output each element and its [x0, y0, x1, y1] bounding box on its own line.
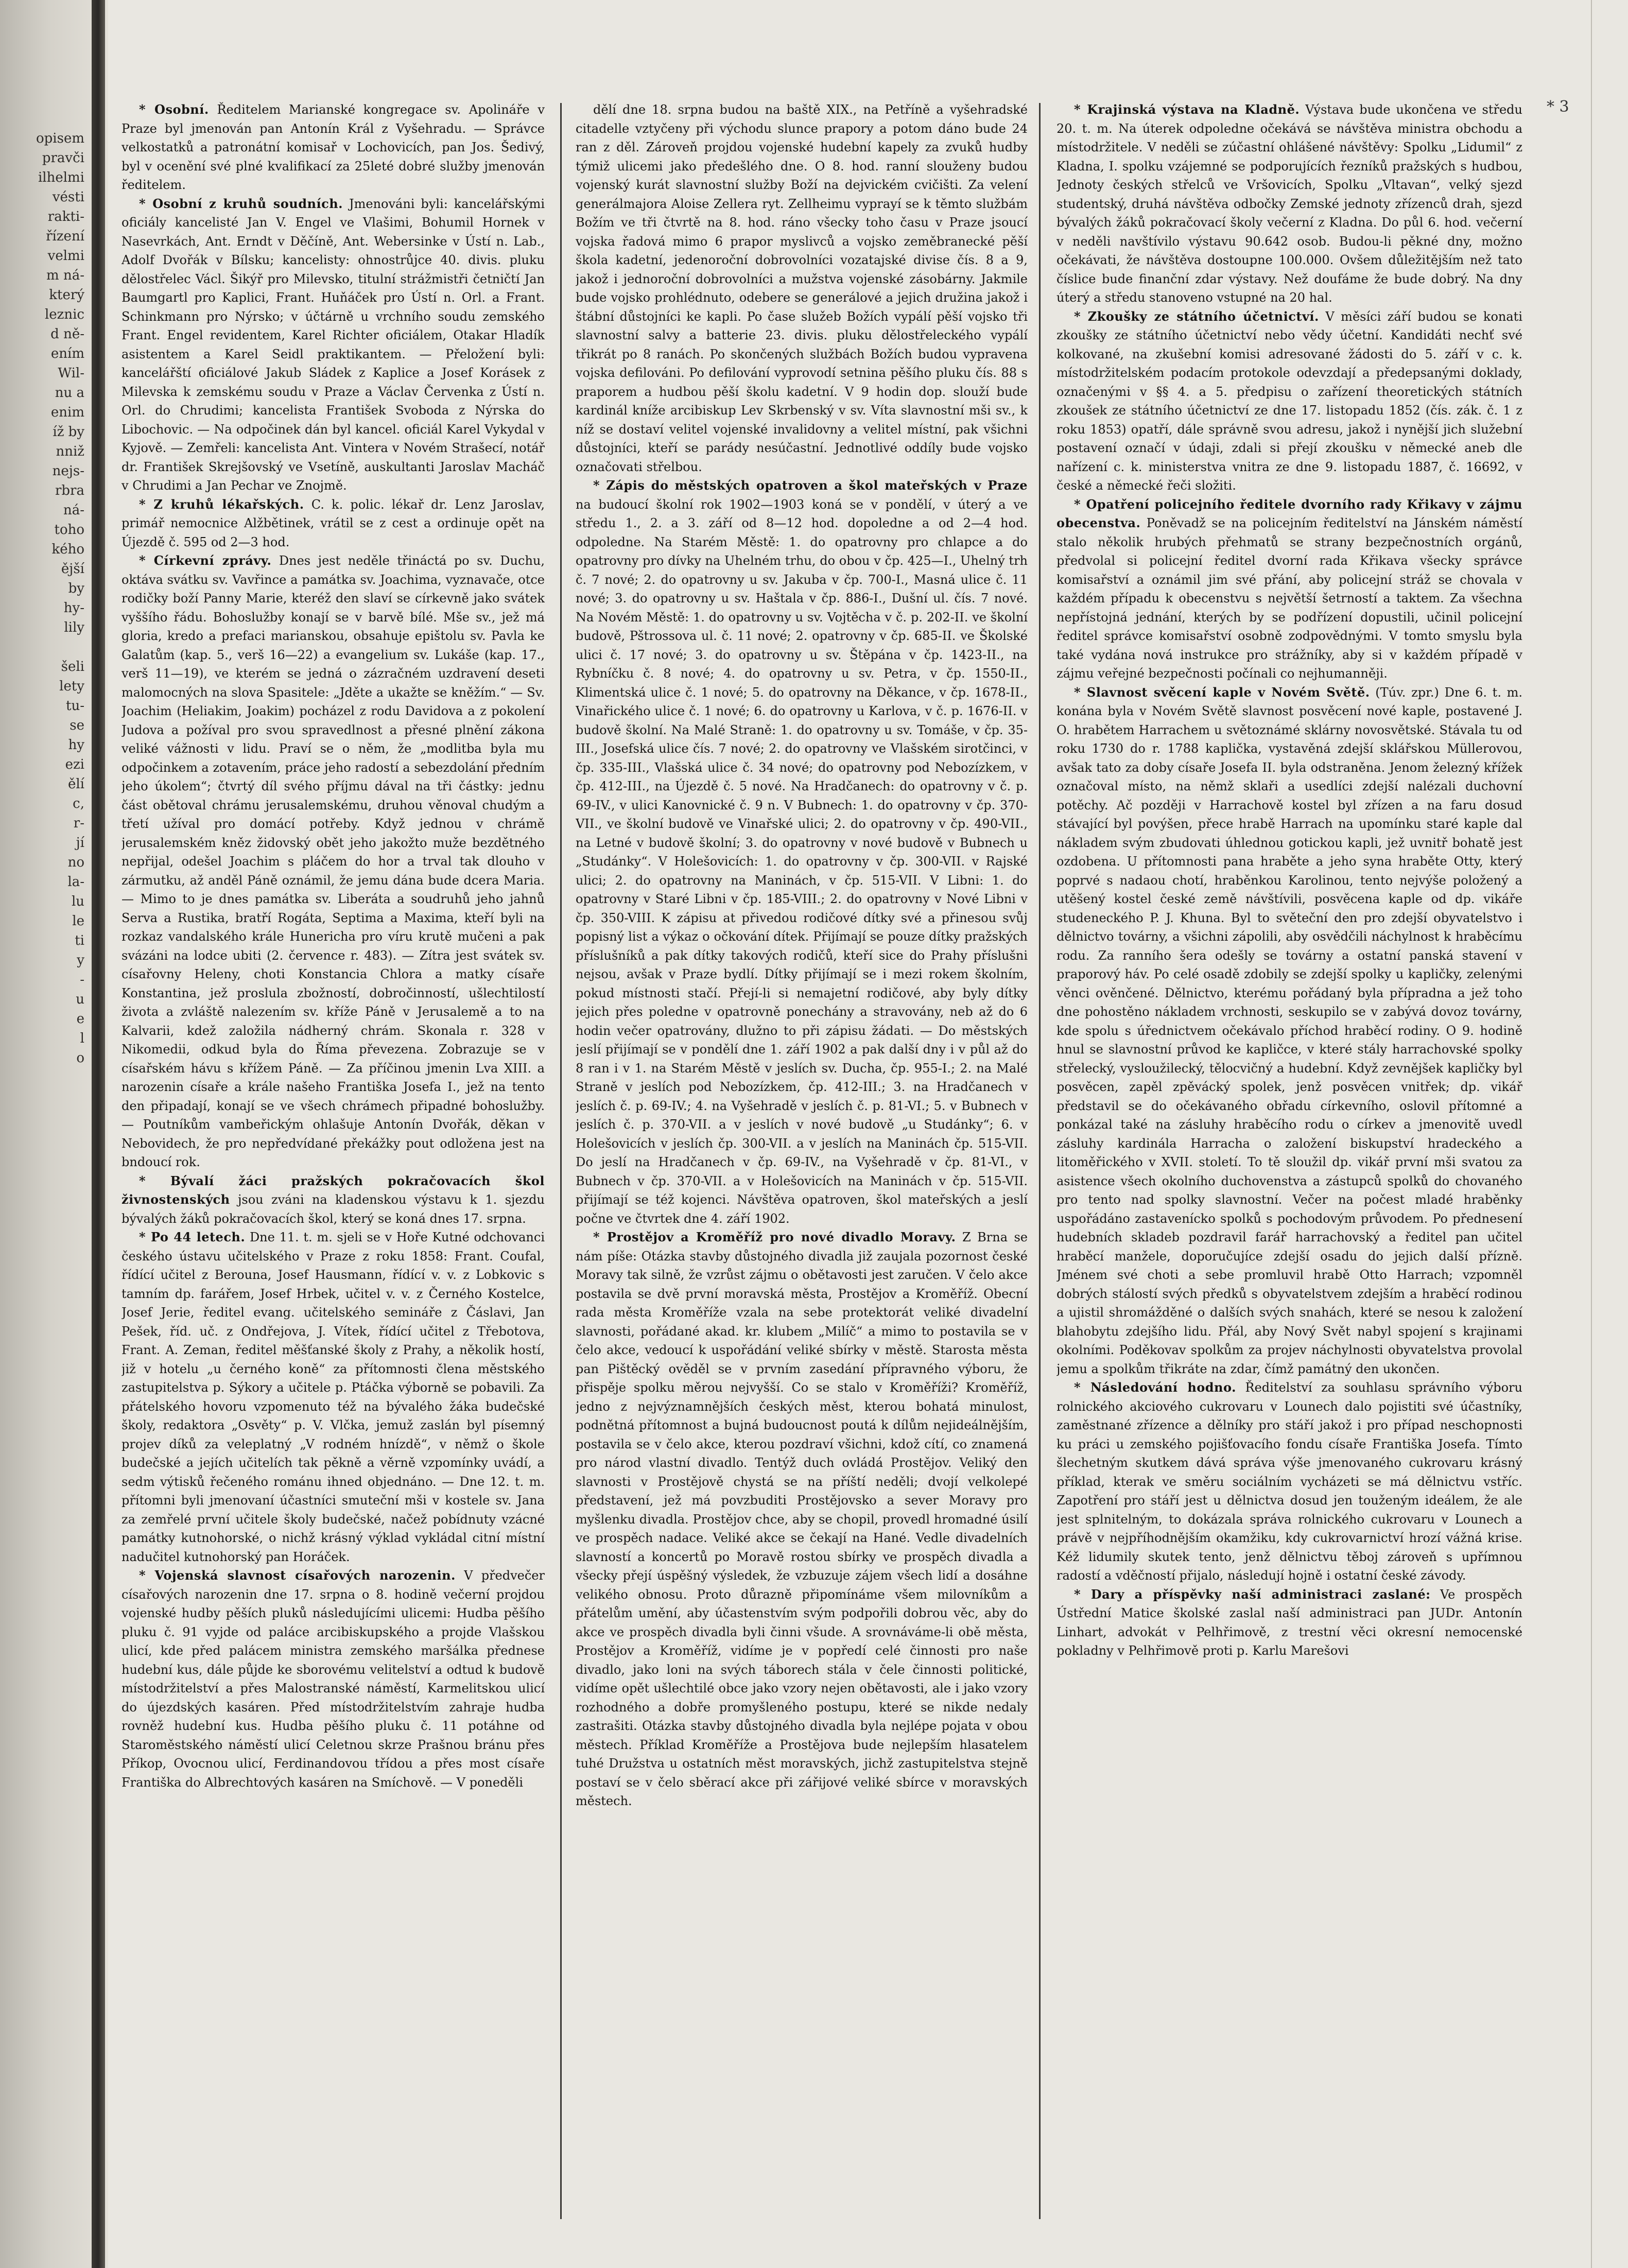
article-body: Ředitelem Marianské kongregace sv. Apolináře v Praze byl jmenován pan Antonín Král z Vyšehradu. — Správce velkostatků a patronátní komisař v Lochovicích, pan Jos. Šedivý, byl v ocenění své plné kvalifikací za 25leté dobré služby jmenován ředitelem.: [122, 102, 545, 192]
bleed-line: [0, 1146, 88, 1166]
article-headline: * Následování hodno.: [1074, 1380, 1236, 1395]
article: [122, 551, 545, 1172]
article-body: V předvečer císařových narozenin dne 17. srpna o 8. hodině večerní projdou vojenské hudby pěších pluků následujícími ulicemi: Hudba pěšího pluku č. 91 vyjde od paláce arcibiskupského a projde Vlašskou ulicí, kde před palácem ministra zemského maršálka přednese hudební kus, dále půjde ke sborovému velitelství a odtud k budově místodržitelství a přes Malostranské náměstí, Karmelitskou ulicí do újezdských kasáren. Před místodržitelstvím zahraje hudba rovněž hudební kus. Hudba pěšího pluku č. 11 potáhne od Staroměstského náměstí ulicí Celetnou skrze Prašnou bránu přes Příkop, Ovocnou ulicí, Ferdinandovou třídou a přes most císaře Františka do Albrechtových kasáren na Smíchově. — V poneděli: [122, 1568, 545, 1790]
bleed-line: [0, 1127, 88, 1146]
binding-fold: [92, 0, 105, 2268]
bleed-line: [0, 1263, 88, 1283]
article-headline: * Zápis do městských opatroven a škol mateřských v Praze: [593, 478, 1028, 493]
article: [576, 476, 1028, 1228]
bleed-line: se: [70, 718, 84, 733]
article-headline: * Z kruhů lékařských.: [139, 496, 304, 512]
bleed-line: d ně-: [50, 326, 84, 342]
article: [122, 495, 545, 552]
article: [1057, 495, 1522, 683]
bleed-line: [0, 1107, 88, 1127]
column-rule: [560, 103, 562, 2219]
article-body: V měsíci září budou se konati zkoušky ze státního účetnictví nebo vědy účetní. Kandidáti nechť své kolkované, na zkušební komisi adresované žádosti do 5. září v c. k. místodržitelském podacím protokole odevzdají a předepsanými doklady, označenými v §§ 4. a 5. předpisu o zařízení theoretických státních zkoušek ze státního účetnictví ze dne 17. listopadu 1852 (čís. zák. č. 1 z roku 1853) opatří, dále správně svou adresu, jakož i nynější jich služební postavení označí v údaji, zdali si přejí zkoušku v německé aneb dle nařízení c. k. ministerstva vnitra ze dne 9. listopadu 1887, č. 16692, v české a německé řeči složiti.: [1057, 309, 1522, 493]
article: [1057, 100, 1522, 307]
bleed-line: lu: [71, 894, 84, 909]
bleed-line: [0, 1166, 88, 1185]
article: [122, 1566, 545, 1792]
bleed-line: lety: [59, 679, 84, 694]
article-body: jsou zváni na kladenskou výstavu k 1. sjezdu bývalých žáků pokračovacích škol, který se koná dnes 17. srpna.: [122, 1192, 545, 1226]
bleed-line: enim: [50, 405, 84, 420]
bleed-line: toho: [54, 522, 84, 538]
article-body: Výstava bude ukončena ve středu 20. t. m. Na úterek odpoledne očekává se návštěva ministra obchodu a místodržitele. V neděli se zúčastní ohlášené návštěvy: Spolku „Lidumil“ z Kladna, I. spolku vzájemné se podporujících řezníků pražských s hudbou, Jednoty českých střelců ve Vršovicích, Spolku „Vltavan“, velký sjezd studentský, druhá návštěva odbočky Zemské jednoty zřízenců drah, sjezd bývalých žáků pokračovací školy večerní z Kladna. Do půl 6. hod. večerní v neděli navštívilo výstavu 90.642 osob. Budou-li pěkné dny, možno očekávati, že návštěva dostoupne 100.000. Ovšem důležitějším než tato číslice bude finanční zdar výstavy. Než doufáme že bude dobrý. Na dny úterý a středu stanoveno vstupné na 20 hal.: [1057, 102, 1522, 305]
bleed-line: [0, 1205, 88, 1224]
bleed-line: nu a: [55, 385, 84, 401]
article: [122, 195, 545, 495]
bleed-line: [0, 1087, 88, 1107]
bleed-line: nejs-: [52, 463, 84, 479]
bleed-line: opisem: [36, 131, 84, 146]
bleed-line: y: [77, 953, 84, 968]
bleed-line: la-: [67, 874, 84, 890]
article-headline: * Dary a příspěvky naší administraci zaslané:: [1074, 1586, 1431, 1602]
article-body: Ředitelství za souhlasu správního výboru rolnického akciového cukrovaru v Lounech dalo pojistiti své účastníky, zaměstnané zřízence a dělníky pro stáří jakož i pro případ neschopnosti ku práci u zemského pojišťovacího fondu císaře Františka Josefa. Tímto šlechetným skutkem dává správa výše jmenovaného cukrovaru krásný příklad, kterak ve směru sociálním vycházeti se má dělnictvu vstříc. Zapotření pro stáří jest u dělnictva dosud jen touženým ideálem, že ale jest splnitelným, to dokázala správa rolnického cukrovaru v Lounech a právě v nejpříhodnějším okamžiku, kdy cukrovarnictví hrozí vážná krise. Kéž lidumily skutek tento, jenž dělnictvu těboj zároveň s upřímnou radostí a vděčností přijalo, následují hojně i ostatní české závody.: [1057, 1380, 1522, 1583]
article-headline: * Prostějov a Kroměříž pro nové divadlo Moravy.: [593, 1230, 956, 1244]
bleed-line: řízení: [46, 229, 84, 244]
article-body: Z Brna se nám píše: Otázka stavby důstojného divadla již zaujala pozornost české Moravy tak silně, že vzrůst zájmu o obětavosti jest zaručen. V čelo akce postavila se dvě první moravská města, Prostějov a Kroměříž. Obecní rada města Kroměříže vzala na sebe protektorát veliké divadelní slavnosti, pořádané akad. kr. klubem „Milíč“ a mimo to postavila se v čelo akce, vedoucí k uspořádání veliké sbírky v městě. Starosta města pan Pištěcký ověděl se v prvním zasedání přípravného výboru, že přispěje spolku měrou nejvyšší. Co se stalo v Kroměříži? Kroměříž, jedno z nejvýznamnějších českých měst, kterou bohatá minulost, podnětná přítomnost a bujná budoucnost poutá k dílům nejideálnějším, postavila se v čelo akce, kterou pozdraví všichni, kdož cítí, co znamená pro národ vlastní divadlo. Tentýž duch ovládá Prostějov. Veliký den slavnosti v Prostějově chystá se na příští neděli; dvojí velkolepé představení, jež má povzbuditi Prostějovsko a sever Moravy pro myšlenku divadla. Prostějov chce, aby se chopil, provedl hromadné úsilí ve prospěch nadace. Veliké akce se čekají na Hané. Vedle divadelních slavností a koncertů po Moravě rostou sbírky ve prospěch divadla a všecky přejí úspěšný výsledek, že vzbuzuje zájem všech lidí a dosáhne velikého obnosu. Proto důrazně připomínáme všem milovníkům a přátelům umění, aby účastenstvím svým podpořili dobrou věc, aby do akce ve prospěch divadla byli činni všude. A srovnáváme-li obě města, Prostějov a Kroměříž, vidíme je v popředí celé činnosti pro naše divadlo, jako loni na svých táborech stála v čele činnosti politické, vidíme opět ušlechtilé obce jako vzory nejen obětavosti, ale i jako vzory rozhodného a dobře promyšleného postupu, které se nikde nedaly zastrašiti. Otázka stavby důstojného divadla byla nejlépe pojata v obou městech. Příklad Kroměříže a Prostějova bude nejlepším hlasatelem tuhé Družstva u ostatních měst moravských, jichž zastupitelstva stejně postaví se v čelo sběrací akce při zářijové veliké sbírce v moravských městech.: [576, 1230, 1028, 1808]
article-body: Ve prospěch Ústřední Matice školské zaslal naší administraci pan JUDr. Antonín Linhart, advokát v Pelhřimově, z trestní věci okresní nemocenské pokladny v Pelhřimově proti p. Karlu Marešovi: [1057, 1587, 1522, 1658]
column-2: [576, 100, 1028, 2227]
bleed-line: no: [67, 855, 84, 870]
bleed-line: rakti-: [47, 209, 84, 224]
article-body: Jmenováni byli: kancelářskými oficiály kancelisté Jan V. Engel ve Vlašimi, Bohumil Hornek v Nasevrkách, Ant. Erndt v Děčíně, Ant. Webersinke v Ústí n. Lab., Adolf Dvořák v Bílsku; kancelisty: ohnostrůjce 40. divis. pluku dělostřelec Václ. Šikýř pro Milevsko, titulní strážmistři četničtí Jan Baumgartl pro Kaplici, Frant. Huňáček pro Ústí n. Orl. a Frant. Schinkmann pro Nýrsko; v účtárně u vrchního soudu zemského Frant. Engel revidentem, Karel Richter oficiálem, Otakar Hladík asistentem a Karel Seidl praktikantem. — Přeložení byli: kancelářští oficiálové Jakub Sládek z Kaplice a Josef Korásek z Milevska k zemskému soudu v Praze a Václav Červenka z Ústí n. Orl. do Chrudimi; kancelista František Svoboda z Nýrska do Libochovic. — Na odpočinek dán byl kancel. oficiál Karel Vykydal v Kyjově. — Zemřeli: kancelista Ant. Vintera v Novém Strašecí, notář dr. František Skrejšovský ve Vsetíně, auskultanti Jaroslav Macháč v Chrudimi a Jan Pechar ve Znojmě.: [122, 196, 545, 493]
article-headline: * Opatření policejního ředitele dvorního rady Křikavy v zájmu obecenstva.: [1057, 496, 1522, 530]
column-rule: [1039, 103, 1041, 2219]
bleed-line: c,: [73, 796, 84, 811]
article-headline: * Zkoušky ze státního účetnictví.: [1074, 308, 1319, 324]
bleed-line: ezi: [65, 757, 84, 772]
bleed-line: pravči: [42, 150, 84, 166]
article-body: Dne 11. t. m. sjeli se v Hoře Kutné odchovanci českého ústavu učitelského v Praze z roku 1858: Frant. Coufal, řídící učitel z Berouna, Josef Hausmann, řídící v. v. z Lobkovic s tamním dp. farářem, Josef Hrbek, učitel v. v. z Černého Kostelce, Josef Jerie, ředitel evang. učitelského semináře z Čáslavi, Jan Pešek, říd. uč. z Ondřejova, J. Vítek, řídící učitel z Třebotova, Frant. A. Zeman, ředitel měšťanské školy z Prahy, a několik hostí, již v hotelu „u černého koně“ za přítomnosti člena městského zastupitelstva p. Sýkory a učitele p. Ptáčka výborně se pobavili. Za přátelského hovoru vzpomenuto též na bývalého žáka budečské školy, redaktora „Osvěty“ p. V. Vlčka, jemuž zaslán byl písemný projev díků za veleplatný „V rodném hnízdě“, v němž o škole budečské a jejích učitelích tak pěkně a věrně vzpomínky uvádí, a sedm výtisků řečeného románu ihned objednáno. — Dne 12. t. m. přítomni byli jmenovaní účastníci smuteční mši v kostele sv. Jana za zemřelé první učitele školy budečské, načež pobídnuty vzácné památky kutnohorské, o nichž krásný výklad vykládal citní místní nadučitel kutnohorský pan Horáček.: [122, 1230, 545, 1564]
bleed-line: [0, 1185, 88, 1205]
bleed-line: ná-: [63, 503, 84, 518]
bleed-line: vésti: [52, 189, 84, 205]
bleed-line: jí: [76, 835, 84, 851]
bleed-line: r-: [73, 816, 84, 831]
article-body: C. k. polic. lékař dr. Lenz Jaroslav, primář nemocnice Alžbětinek, vrátil se z cest a ordinuje opět na Újezdě č. 595 od 2—3 hod.: [122, 497, 545, 549]
page-edge: [1591, 0, 1592, 2268]
column-3: [1057, 100, 1522, 2227]
bleed-line: [0, 1068, 88, 1087]
article: [1057, 307, 1522, 495]
article: [1057, 1585, 1522, 1660]
article-body: Dnes jest neděle třináctá po sv. Duchu, oktáva svátku sv. Vavřince a památka sv. Joachima, vyznavače, otce rodičky boží Panny Marie, kteréž den slaví se církevně jako svátek vyššího řádu. Bohoslužby konají se v barvě bílé. Mše sv., jež má gloria, kredo a prefaci marianskou, obsahuje epištolu sv. Pavla ke Galatům (kap. 5., verš 16—22) a evangelium sv. Lukáše (kap. 17., verš 11—19), ve kterém se jedná o zázračném uzdravení deseti malomocných na slova Spasitele: „Jděte a ukažte se kněžím.“ — Sv. Joachim (Heliakim, Joakim) pocházel z rodu Davidova a z pokolení Judova a požíval pro svou spravedlnost a přesné plnění zákona veliké vážnosti v lidu. Praví se o něm, že „modlitba byla mu odpočinkem a zotavením, práce jeho radostí a sebezdolání předním jeho úkolem“; čtvrtý díl svého příjmu dával na tři částky: jednu část obětoval chrámu jerusalemskému, druhou věnoval chudým a třetí užíval pro domácí potřeby. Když jednou v chrámě jerusalemském kněz židovský obět jeho jakožto muže bezdětného nepřijal, odešel Joachim s pláčem do hor a trval tak dlouho v zármutku, až anděl Páně oznámil, že jemu dána bude dcera Maria. — Mimo to je dnes památka sv. Liberáta a soudruhů jeho jahnů Serva a Rustika, bratří Rogáta, Septima a Maxima, kteří byli na rozkaz vandalského krále Hunericha pro víru krutě mučeni a pak svázáni na lodce ubiti (2. července r. 483). — Zítra jest svátek sv. císařovny Heleny, choti Konstancia Chlora a matky císaře Konstantina, jež proslula zbožností, dobročinností, ušlechtilostí života a zvláště nalezením sv. kříže Páně v Jerusalemě a to na Kalvarii, kdež založila nádherný chrám. Skonala r. 328 v Nikomedii, odkud byla do Říma převezena. Zobrazuje se v císařském hávu s křížem Páně. — Za příčinou jmenin Lva XIII. a narozenin císaře a krále našeho Františka Josefa I., jež na tento den připadají, konají se ve všech chrámech připadné bohoslužby. — Poutníkům vambeřickým ohlašuje Antonín Dvořák, děkan v Nebovidech, že pro nepředvídané překážky pout odložena jest na bndoucí rok.: [122, 553, 545, 1169]
bleed-line: ilhelmi: [38, 170, 84, 185]
article-body: dělí dne 18. srpna budou na baště XIX., na Petříně a vyšehradské citadelle vztyčeny při východu slunce prapory a potom dáno bude 24 ran z děl. Zároveň projdou vojenské hudební kapely za zvuků hudby týmiž ulicemi jako předešlého dne. O 8. hod. ranní slouženy budou vojenský kurát slavnostní služby Boží na dejvickém cvičišti. Za velení generálmajora Aloise Zellera ryt. Zellheimu vyprayí se k těmto službám Božím ve tři čtvrtě na 8. hod. ráno všecky toho času v Praze jsoucí vojska řadová mimo 6 prapor myslivců a vojsko zeměbranecké pěší škola kadetní, jedenoroční dobrovolníci vozatajské divise čís. 8 a 9, jakož i jednoroční dobrovolníci a mužstva vojenské zásobárny. Jakmile bude vojsko prohlédnuto, odebere se generálové a jejich družina jakož i štábní důstojníci ke kapli. Po čase služeb Božích vypálí pěší vojsko tři slavnostní salvy a batterie 23. divis. pluku dělostřeleckého vypálí třikrát po 8 ranách. Po skončených službách Božích budou vypravena vojska defilováni. Po defilování vyprovodí setnina pěšího pluku čís. 88 s praporem a hudbou pěší školu kadetní. V 9 hodin dop. slouží bude kardinál kníže arcibiskup Lev Skrbenský v sv. Víta slavnostní mši sv., k níž se dostaví velitel vojenské invalidovny a velitel místní, pak všichni důstojníci, kteří se parády nesúčastní. Jednotlivé oddíly bude vojsko označovati střelbou.: [576, 102, 1028, 474]
corner-mark: * 3: [1547, 98, 1569, 116]
previous-page-bleed: [0, 129, 88, 1283]
bleed-line: ělí: [67, 776, 84, 792]
bleed-line: u: [76, 992, 84, 1007]
article-headline: * Slavnost svěcení kaple v Novém Světě.: [1074, 684, 1370, 700]
column-1: [122, 100, 545, 2227]
bleed-line: by: [68, 581, 84, 596]
bleed-line: velmi: [47, 248, 84, 264]
bleed-line: m ná-: [46, 268, 84, 283]
bleed-line: íž by: [53, 424, 84, 440]
article: [576, 100, 1028, 476]
bleed-line: Wil-: [58, 366, 84, 381]
article-body: (Túv. zpr.) Dne 6. t. m. konána byla v Novém Světě slavnost posvěcení nové kaple, postavené J. O. hrabětem Harrachem u světoznámé sklárny novosvětské. Stávala tu od roku 1730 do r. 1788 kaplička, vystavěná zdejší sklářskou Müllerovou, avšak tato za doby císaře Josefa II. byla odstraněna. Jenom železný křížek označoval místo, na němž sklaři a usedlíci zdejší nalézali duchovní potěchy. Ač později v Harrachově kostel byl zřízen a na faru dosud stávající byl povýšen, přece hrabě Harrach na upomínku staré kaple dal nákladem svým zbudovati úhlednou gotickou kapli, jež uvnitř bohatě jest ozdobena. U přítomnosti pana hraběte a jeho syna hraběte Otty, který poprvé s nadaou chotí, hraběnkou Karolinou, tento nejvýše položený a utěšený kostel české země návštívili, posvěcena kaple od dp. vikáře studeneckého P. J. Khuna. Byl to světeční den pro zdejší obyvatelstvo i dělnictvo továrny, a všichni zápolili, aby osvědčili náchylnost k hraběcímu rodu. Za ranního šera odešly se továrny a ostatní panská stavení v praporový háv. Po celé osadě zdobily se zdejší spolky u kapličky, zelenými věnci ověnčené. Dělnictvo, kterému pořádaný byla přípradna a jež toho dne pohostěno nákladem vrchnosti, seskupilo se v zabývá dovoz továrny, kde spolu s úřednictvem očekávalo příchod hraběcí rodiny. O 9. hodině hnul se slavnostní průvod ke kapličce, v které stály harrachovské spolky střelecký, vysloužilecký, tělocvičný a hudební. Když zevnějšek kapličky byl posvěcen, zapěl zpěvácký spolek, jenž posvěcen vnitřek; dp. vikář představil se do očekávaného obřadu církevního, oslovil přítomné a ponkázal také na zásluhy hraběcího rodu o církev a jmenovitě uvedl zásluhy kardinála Harracha o založení biskupství hradeckého a litoměřického v XVII. století. To tě sloužil dp. vikář první mši svatou za asistence všech okolního duchovenstva a zástupců spolků do chovaného pro tento nad spolky slavnostní. Večer na počest mladé hraběnky uspořádáno zastavenícko spolků s pochodovým průvodem. Po přednesení hudebních skladeb pozdravil farář harrachovský a ředitel pan učitel hraběcí manžele, doporučujíce zdejší osadu do jejich další přízně. Jménem své choti a sebe promluvil hrabě Otto Harrach; vzpomněl dobrých stálostí svých předků s obyvatelstvem zdejším a hraběcí rodinou a ujistil shromážděné o dalších svých snahách, které se nesou k založení blahobytu zdejšího lidu. Přál, aby Nový Svět nabyl spojení s krajinami okolními. Poděkovav spolkům za projev náchylnosti obyvatelstva provolal jemu a spolkům třikráte na zdar, čímž památný den ukončen.: [1057, 685, 1522, 1376]
bleed-line: ější: [61, 561, 84, 577]
bleed-line: který: [49, 287, 84, 303]
bleed-line: [0, 1244, 88, 1263]
bleed-line: šeli: [61, 659, 84, 674]
article-headline: * Církevní zprávy.: [139, 553, 272, 568]
article: [122, 1172, 545, 1228]
bleed-line: kého: [51, 542, 84, 557]
bleed-line: ením: [50, 346, 84, 361]
bleed-line: e: [76, 1011, 84, 1027]
bleed-line: [0, 637, 88, 657]
article: [122, 100, 545, 195]
bleed-line: nniž: [56, 444, 84, 459]
article: [122, 1228, 545, 1566]
article-body: na budoucí školní rok 1902—1903 koná se v pondělí, v úterý a ve středu 1., 2. a 3. září od 8—12 hod. dopoledne a od 2—4 hod. odpoledne. Na Starém Městě: 1. do opatrovny pro chlapce a do opatrovny pro dívky na Uhelném trhu, do obou v čp. 425—I., Uhelný trh č. 7 nové; 2. do opatrovny u sv. Jakuba v čp. 700-I., Masná ulice č. 11 nové; 3. do opatrovny u sv. Haštala v čp. 886-I., Dušní ul. čís. 7 nové. Na Novém Městě: 1. do opatrovny u sv. Vojtěcha v č. p. 202-II. ve školní budově, Pštrossova ul. č. 11 nové; 2. opatrovny v čp. 685-II. ve Školské ulici č. 17 nové; 3. do opatrovny u sv. Štěpána v čp. 1423-II., na Rybníčku č. 8 nové; 4. do opatrovny u sv. Petra, v čp. 1550-II., Klimentská ulice č. 1 nové; 5. do opatrovny na Děkance, v čp. 1678-II., Vinařického ulice č. 1 nové; 6. do opatrovny u Karlova, v č. p. 1676-II. v budově školní. Na Malé Straně: 1. do opatrovny u sv. Tomáše, v čp. 35-III., Josefská ulice čís. 7 nové; 2. do opatrovny ve Vlašském sirotčinci, v čp. 335-III., Vlašská ulice č. 34 nové; do opatrovny pod Nebozízkem, v čp. 412-III., na Újezdě č. 5 nové. Na Hradčanech: do opatrovny v č. p. 69-IV., v ulici Kanovnické č. 9 n. V Bubnech: 1. do opatrovny v čp. 370-VII., ve školní budově ve Vinařské ulici; 2. do opatrovny v čp. 490-VII., na Letné v budově školní; 3. do opatrovny v nové budově v Bubnech u „Studánky“. V Holešovicích: 1. do opatrovny v čp. 300-VII. v Rajské ulici; 2. do opatrovny na Maninách, v čp. 515-VII. V Libni: 1. do opatrovny v Staré Libni v čp. 185-VIII.; 2. do opatrovny v Nové Libni v čp. 350-VIII. K zápisu at přivedou rodičové dítky své a přinesou svůj popisný list a výkaz o očkování dítek. Přijímají se pouze dítky pražských příslušníků a pak dítky takových rodičů, kteří sice do Prahy příslušni nejsou, avšak v Praze bydlí. Dítky přijímají se i mezi rokem školním, pokud místnosti stačí. Přejí-li si nemajetní rodičové, aby byly dítky jejich přes poledne v opatrovně ponechány a stravovány, neb až do 6 hodin večer opatrovány, dlužno to při zápisu žádati. — Do městských jeslí přijímají se v pondělí dne 1. září 1902 a pak další dny i v půl až do 8 ran i v 1. na Starém Městě v jeslích sv. Ducha, čp. 955-I.; 2. na Malé Straně v jeslích pod Nebozízkem, čp. 412-III.; 3. na Hradčanech v jeslích č. p. 69-IV.; 4. na Vyšehradě v jeslích č. p. 81-VI.; 5. v Bubnech v jeslích č. p. 370-VII. a v jeslích v nové budově „u Studánky“; 6. v Holešovicích v jeslích čp. 300-VII. a v jeslích na Maninách čp. 515-VII. Do jeslí na Hradčanech v čp. 69-IV., na Vyšehradě v čp. 81-VI., v Bubnech v čp. 370-VII. a v Holešovicích na Maninách v čp. 515-VII. přijímají se též kojenci. Návštěva opatroven, škol mateřských a jeslí počne ve čtvrtek dne 4. září 1902.: [576, 497, 1028, 1226]
bleed-line: tu-: [66, 698, 84, 714]
bleed-line: [0, 1224, 88, 1244]
article: [1057, 683, 1522, 1379]
bleed-line: o: [76, 1050, 84, 1066]
bleed-line: ti: [75, 933, 84, 948]
bleed-line: leznic: [44, 307, 84, 322]
article-headline: * Po 44 letech.: [139, 1230, 246, 1244]
bleed-line: lily: [64, 620, 84, 635]
bleed-line: hy-: [63, 600, 84, 616]
article-headline: * Vojenská slavnost císařových narozenin.: [139, 1568, 456, 1583]
bleed-line: le: [72, 913, 84, 929]
bleed-line: rbra: [55, 483, 84, 498]
article: [576, 1228, 1028, 1811]
article-headline: * Osobní z kruhů soudních.: [139, 196, 343, 211]
article-headline: * Osobní.: [139, 102, 209, 117]
bleed-line: -: [80, 972, 84, 988]
article-body: Poněvadž se na policejním ředitelství na Jánském náměstí stalo několik hrubých přehmatů se strany bezpečnostních orgánů, předvolal si policejní ředitel dvorní rada Křikava všecky správce komisařství a oznámil jim své přání, aby policejní stráž se chovala v každém případu k obecenstvu s největší šetrností a taktem. Za všechna nepřístojná jednání, kterých by se podřízení dopustili, učinil policejní ředitel správce komisařství osobně zodpovědnými. V tomto smyslu byla také vydána nová instrukce pro strážníky, aby si v každém případě v zájmu veřejné bezpečnosti počínali co nejhumanněji.: [1057, 516, 1522, 681]
article-headline: * Krajinská výstava na Kladně.: [1074, 102, 1300, 117]
bleed-line: hy: [68, 737, 84, 753]
article: [1057, 1378, 1522, 1585]
bleed-line: l: [80, 1031, 84, 1046]
article-headline: * Bývalí žáci pražských pokračovacích škol živnostenských: [122, 1173, 545, 1207]
